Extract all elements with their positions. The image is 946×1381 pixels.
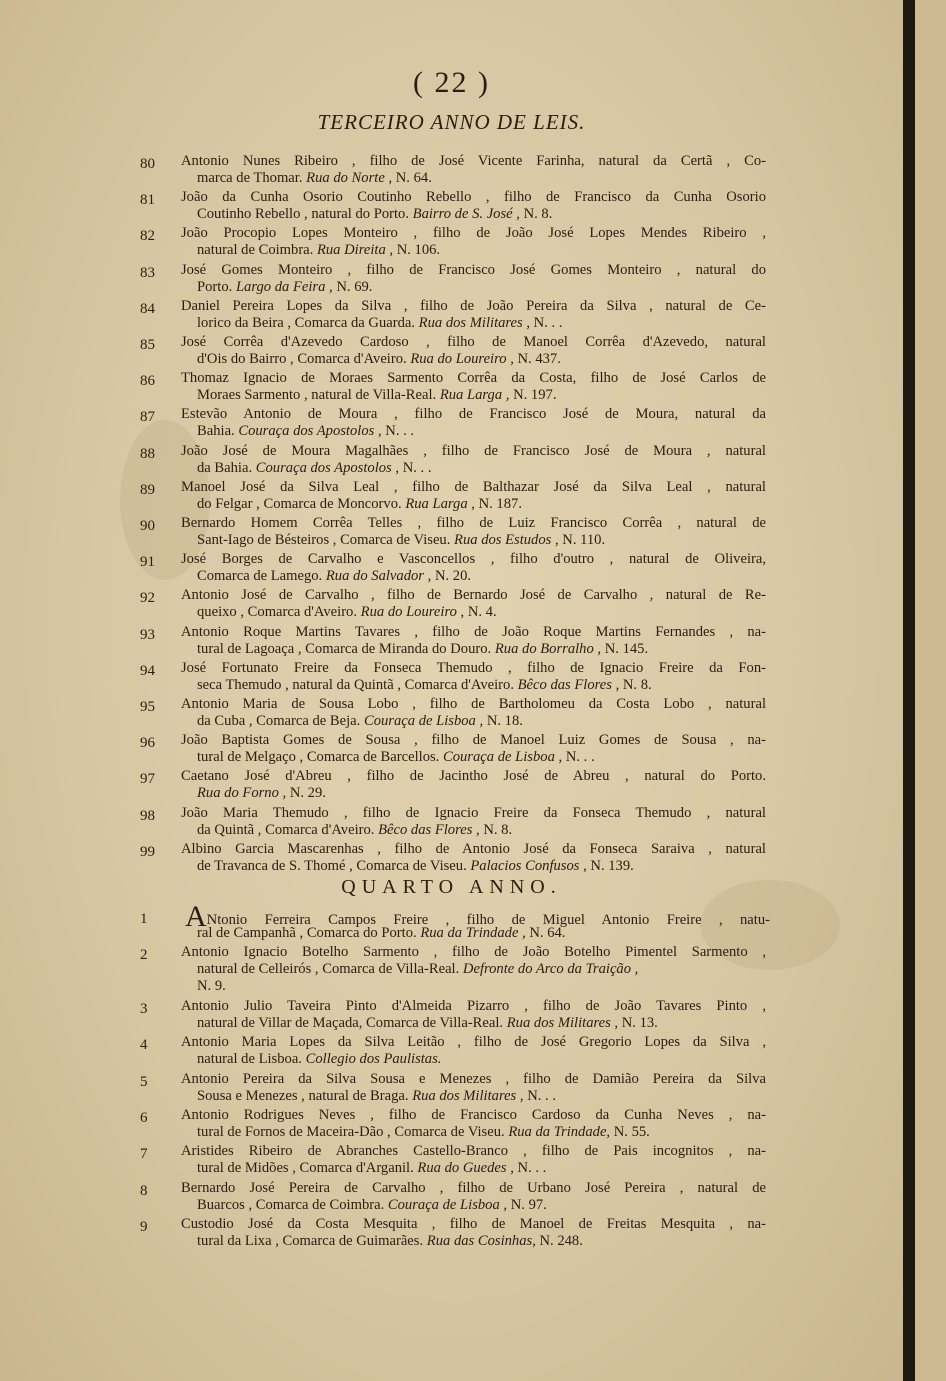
entry-item [0, 1143, 903, 1177]
entry-origin-text: d'Ois do Bairro , Comarca d'Aveiro. [197, 351, 407, 367]
entry-line-1 [181, 624, 766, 641]
entry-line-2 [197, 242, 767, 259]
entry-house-number: N. 139. [590, 857, 634, 874]
entry-address: Defronte do Arco da Traição , [462, 961, 639, 978]
entry-name-text: João da Cunha Osorio Coutinho Rebello , filho de Francisco da Cunha Osorio [181, 189, 766, 206]
entry-house-number: N. 8. [483, 821, 513, 838]
entry-origin-text: natural de Coimbra. [197, 242, 314, 259]
entry-line-1 [181, 298, 766, 315]
entry-name-text: José Corrêa d'Azevedo Cardoso , filho de Manoel Corrêa d'Azevedo, natural [181, 334, 766, 350]
entry-line-2 [197, 1197, 767, 1214]
entry-number: 84 [140, 300, 155, 317]
entry-address: Rua da Trindade , [420, 925, 526, 941]
entry-name-text: Antonio Maria de Sousa Lobo , filho de Bartholomeu da Costa Lobo , natural [181, 696, 766, 712]
entry-number: 88 [140, 445, 155, 462]
entry-address: Rua do Borralho , [494, 640, 602, 657]
entry-name-text: José Borges de Carvalho e Vasconcellos , filho d'outro , natural de Oliveira, [181, 551, 766, 568]
entry-line-2 [197, 713, 767, 730]
entry-number: 83 [140, 264, 155, 281]
entry-item [0, 189, 903, 223]
entry-line-1 [181, 660, 766, 677]
entry-line-2 [197, 315, 767, 332]
entry-line-1 [181, 551, 766, 568]
entry-origin-text: da Bahia. [197, 459, 253, 476]
entry-line-1 [181, 1180, 766, 1197]
entry-line-2 [197, 387, 767, 404]
entry-item [0, 515, 903, 549]
entry-house-number: N. . . [402, 459, 432, 476]
entry-origin-text: marca de Thomar. [197, 170, 303, 186]
entry-address: Couraça de Lisboa , [387, 1196, 508, 1213]
entry-origin-text: de Travanca de S. Thomé , Comarca de Viseu. [197, 857, 467, 874]
entry-number: 8 [140, 1182, 148, 1199]
entry-origin-text: lorico da Beira , Comarca da Guarda. [197, 314, 416, 331]
entry-house-number: N. . . [527, 1087, 556, 1104]
entry-origin-text: natural de Lisboa. [197, 1051, 302, 1068]
entry-line-1 [181, 998, 766, 1015]
entry-line-1 [181, 696, 766, 713]
entry-number: 81 [140, 192, 155, 209]
entry-number: 95 [140, 699, 155, 715]
entry-line-2 [197, 785, 767, 802]
entry-name-text: Bernardo José Pereira de Carvalho , filho de Urbano José Pereira , natural de [181, 1179, 766, 1196]
entry-name-text: José Gomes Monteiro , filho de Francisco José Gomes Monteiro , natural do [181, 261, 766, 278]
entry-item [0, 624, 903, 658]
entry-number: 97 [140, 771, 155, 788]
entry-address: Rua do Salvador , [325, 568, 432, 585]
entry-item [0, 944, 903, 995]
entry-line-1 [181, 1071, 766, 1088]
entry-name-text: Bernardo Homem Corrêa Telles , filho de Luiz Francisco Corrêa , natural de [181, 515, 766, 531]
entry-name-text: João José de Moura Magalhães , filho de Francisco José de Moura , natural [181, 442, 766, 459]
entry-item [0, 1107, 903, 1141]
entry-line-1 [181, 944, 766, 961]
entry-name-text: Ntonio Ferreira Campos Freire , filho de Miguel Antonio Freire , natu- [206, 912, 770, 928]
entry-line-2 [197, 460, 767, 477]
entry-name-text: Antonio Maria Lopes da Silva Leitão , filho de José Gregorio Lopes da Silva , [181, 1034, 766, 1051]
entry-name-text: Aristides Ribeiro de Abranches Castello-Branco , filho de Pais incognitos , na- [181, 1143, 766, 1160]
entry-house-number: N. 145. [604, 640, 649, 657]
entry-address: Rua das Cosinhas, [426, 1233, 536, 1250]
entry-item [0, 479, 903, 513]
entry-origin-text: Coutinho Rebello , natural do Porto. [197, 206, 409, 223]
entry-origin-text: tural de Midões , Comarca d'Arganil. [197, 1160, 414, 1177]
entry-number: 5 [140, 1073, 148, 1090]
entry-name-text: Albino Garcia Mascarenhas , filho de Antonio José da Fonseca Saraiva , natural [181, 840, 766, 857]
entry-number: 93 [140, 626, 155, 643]
entry-house-number: N. . . [533, 314, 563, 331]
entry-name-text: João Procopio Lopes Monteiro , filho de João José Lopes Mendes Ribeiro , [181, 225, 766, 242]
entry-house-number: N. . . [565, 749, 595, 766]
entry-item [0, 406, 903, 440]
entry-number: 7 [140, 1146, 148, 1163]
entry-name-text: Caetano José d'Abreu , filho de Jacintho José de Abreu , natural do Porto. [181, 768, 766, 785]
entry-house-number: N. 69. [336, 278, 373, 295]
entry-house-number: N. 20. [434, 568, 472, 585]
entry-line-1 [181, 732, 766, 749]
section-title-quarto-anno: QUARTO ANNO. [341, 876, 562, 898]
entry-number: 90 [140, 518, 155, 534]
entry-item [0, 732, 903, 766]
entry-item [0, 841, 903, 875]
entry-address: Couraça de Lisboa , [442, 749, 563, 766]
entry-line-2 [197, 822, 767, 839]
entry-address: Bairro de S. José , [412, 206, 520, 223]
entry-line-2 [197, 1233, 767, 1250]
entry-item [0, 370, 903, 404]
entry-line-1 [181, 1143, 766, 1160]
entry-origin-text: natural de Villar de Maçada, Comarca de Villa-Real. [197, 1014, 504, 1031]
entry-house-number: N. 437. [517, 351, 561, 367]
entry-number: 85 [140, 337, 155, 353]
entry-house-number: N. 197. [513, 387, 557, 404]
drop-initial: A [185, 900, 207, 933]
entry-address: Couraça dos Apostolos , [255, 459, 400, 476]
entry-name-text: Antonio Nunes Ribeiro , filho de José Vicente Farinha, natural da Certã , Co- [181, 153, 766, 169]
entry-line-1 [181, 1034, 766, 1051]
entry-number: 2 [140, 947, 148, 964]
entry-number: 82 [140, 228, 155, 245]
entry-line-2 [197, 351, 767, 368]
entry-house-number: N. 4. [467, 604, 497, 621]
entry-origin-text: tural de Lagoaça , Comarca de Miranda do Douro. [197, 640, 492, 657]
entry-origin-text: Moraes Sarmento , natural de Villa-Real. [197, 387, 437, 404]
entry-house-number: N. 55. [613, 1124, 650, 1140]
entry-name-text: Thomaz Ignacio de Moraes Sarmento Corrêa da Costa, filho de José Carlos de [181, 370, 766, 387]
entry-origin-text: Comarca de Lamego. [197, 568, 323, 585]
entry-house-number: N. 8. [622, 676, 652, 693]
entry-line-1 [181, 370, 766, 387]
entry-item [0, 262, 903, 296]
entry-origin-text: tural da Lixa , Comarca de Guimarães. [197, 1233, 424, 1250]
entry-address: Palacios Confusos , [470, 857, 587, 874]
entry-line-2 [197, 1124, 767, 1141]
entry-address: Collegio dos Paulistas. [305, 1051, 442, 1068]
entry-item [0, 334, 903, 368]
entry-line-2 [197, 961, 767, 978]
entry-house-number: N. 29. [289, 785, 326, 802]
entry-line-2 [197, 1015, 767, 1032]
entry-origin-text: Sant-Iago de Bésteiros , Comarca de Viseu. [197, 532, 451, 548]
entry-address: Rua do Forno , [197, 785, 287, 802]
entry-line-2 [197, 604, 767, 621]
entry-line-2 [197, 496, 767, 513]
entry-origin-text: natural de Celleirós , Comarca de Villa-Real. [197, 961, 460, 978]
entry-origin-text: da Cuba , Comarca de Beja. [197, 713, 361, 729]
entry-line-2 [197, 925, 767, 942]
entry-name-text: Antonio Pereira da Silva Sousa e Menezes , filho de Damião Pereira da Silva [181, 1070, 766, 1087]
entry-address: Rua do Guedes , [417, 1160, 514, 1177]
entry-item [0, 768, 903, 802]
entry-line-2 [197, 206, 767, 223]
entry-name-text: Antonio Roque Martins Tavares , filho de João Roque Martins Fernandes , na- [181, 623, 766, 640]
entry-origin-text: da Quintã , Comarca d'Aveiro. [197, 821, 375, 838]
entry-name-text: João Maria Themudo , filho de Ignacio Freire da Fonseca Themudo , natural [181, 804, 766, 821]
entry-line-1 [181, 515, 766, 532]
entry-item [0, 587, 903, 621]
entry-address: Rua dos Militares , [412, 1087, 524, 1104]
entry-origin-text: Buarcos , Comarca de Coimbra. [197, 1196, 385, 1213]
entry-number: 98 [140, 807, 155, 824]
entry-origin-text: Sousa e Menezes , natural de Braga. [197, 1087, 409, 1104]
entry-item [0, 1071, 903, 1105]
entry-origin-text: do Felgar , Comarca de Moncorvo. [197, 495, 402, 512]
entry-line-1 [181, 334, 766, 351]
entry-line-2 [197, 568, 767, 585]
entry-origin-text: tural de Melgaço , Comarca de Barcellos. [197, 749, 440, 766]
entry-line-1 [181, 153, 766, 170]
entry-item [0, 998, 903, 1032]
entry-line-1 [181, 406, 766, 423]
entry-line-1 [181, 768, 766, 785]
entry-name-text: José Fortunato Freire da Fonseca Themudo , filho de Ignacio Freire da Fon- [181, 659, 766, 676]
entry-item [0, 225, 903, 259]
entry-line-2 [197, 1051, 767, 1068]
entry-house-number: N. 110. [562, 532, 606, 548]
entry-address: Bêco das Flores , [517, 676, 620, 693]
entry-number: 86 [140, 373, 155, 390]
entry-name-text: Manoel José da Silva Leal , filho de Balthazar José da Silva Leal , natural [181, 478, 766, 495]
entry-line-1 [181, 189, 766, 206]
entry-line-2 [197, 677, 767, 694]
next-page-edge [903, 0, 946, 1381]
entry-house-number: N. 187. [478, 495, 522, 512]
entry-number: 89 [140, 481, 155, 498]
entry-line-3: N. 9. [197, 978, 226, 995]
entry-line-1 [181, 1216, 766, 1233]
entry-name-text: Antonio Ignacio Botelho Sarmento , filho de João Botelho Pimentel Sarmento , [181, 944, 766, 961]
entry-item [0, 153, 903, 187]
entry-house-number: N. . . [385, 423, 415, 440]
entry-name-text: Antonio Julio Taveira Pinto d'Almeida Pizarro , filho de João Tavares Pinto , [181, 997, 766, 1014]
entry-name-text: Antonio José de Carvalho , filho de Bernardo José de Carvalho , natural de Re- [181, 587, 766, 604]
entry-number: 94 [140, 662, 155, 679]
entry-address: Bêco das Flores , [378, 821, 480, 838]
entry-number: 92 [140, 590, 155, 607]
entry-line-2 [197, 170, 767, 187]
entry-number: 91 [140, 554, 155, 571]
entry-item [0, 696, 903, 730]
entry-line-1 [181, 841, 766, 858]
entry-line-2 [197, 1088, 767, 1105]
entry-number: 80 [140, 156, 155, 172]
entry-origin-text: Porto. [197, 278, 233, 295]
entry-name-text: Daniel Pereira Lopes da Silva , filho de João Pereira da Silva , natural de Ce- [181, 297, 766, 314]
entry-line-1 [181, 262, 766, 279]
entry-house-number: N. 97. [510, 1196, 547, 1213]
entry-item [0, 1034, 903, 1068]
entry-item [0, 298, 903, 332]
entry-address: Rua dos Militares , [418, 314, 531, 331]
entry-line-2 [197, 532, 767, 549]
entry-line-2 [197, 858, 767, 875]
entry-number: 9 [140, 1219, 148, 1236]
entry-house-number: N. 18. [486, 713, 523, 729]
entry-house-number: N. 13. [621, 1014, 658, 1031]
entry-item [0, 443, 903, 477]
entry-origin-text: tural de Fornos de Maceira-Dão , Comarca de Viseu. [197, 1124, 505, 1140]
entry-origin-text: seca Themudo , natural da Quintã , Comarca d'Aveiro. [197, 676, 514, 693]
entry-number: 4 [140, 1037, 148, 1054]
entry-line-2 [197, 279, 767, 296]
entry-name-text: Antonio Rodrigues Neves , filho de Francisco Cardoso da Cunha Neves , na- [181, 1107, 766, 1123]
entry-line-1 [181, 443, 766, 460]
entry-house-number: N. 106. [396, 242, 441, 259]
page-number: ( 22 ) [413, 66, 490, 99]
entry-address: Rua do Loureiro , [410, 351, 514, 367]
entry-address: Rua Direita , [316, 242, 394, 259]
entry-line-2 [197, 423, 767, 440]
entry-name-text: João Baptista Gomes de Sousa , filho de Manoel Luiz Gomes de Sousa , na- [181, 732, 766, 749]
entry-item [0, 900, 903, 942]
entry-name-text: Custodio José da Costa Mesquita , filho de Manoel de Freitas Mesquita , na- [181, 1216, 766, 1233]
entry-origin-text: Bahia. [197, 423, 235, 440]
entry-origin-text: ral de Campanhã , Comarca do Porto. [197, 925, 417, 941]
entry-number: 99 [140, 843, 155, 860]
entry-item [0, 1216, 903, 1250]
entry-line-1 [181, 225, 766, 242]
entry-origin-text: queixo , Comarca d'Aveiro. [197, 604, 358, 621]
entry-house-number: N. 64. [529, 925, 566, 941]
entry-address: Rua da Trindade, [508, 1124, 611, 1140]
entry-address: Rua do Loureiro , [360, 604, 465, 621]
entry-line-2 [197, 749, 767, 766]
entry-line-2 [197, 1160, 767, 1177]
entry-address: Largo da Feira , [235, 278, 333, 295]
entry-number: 3 [140, 1000, 148, 1017]
entry-address: Rua Larga , [405, 495, 475, 512]
entry-house-number: N. 248. [539, 1233, 583, 1250]
entry-address: Couraça dos Apostolos , [238, 423, 382, 440]
entry-house-number: N. 64. [395, 170, 432, 186]
entry-item [0, 1180, 903, 1214]
entry-number: 6 [140, 1110, 148, 1126]
entry-name-text: Estevão Antonio de Moura , filho de Francisco José de Moura, natural da [181, 406, 766, 423]
entry-address: Rua dos Estudos , [454, 532, 559, 548]
entry-address: Rua do Norte , [306, 170, 393, 186]
entry-item [0, 551, 903, 585]
entry-number: 1 [140, 911, 148, 927]
running-head: TERCEIRO ANNO DE LEIS. [317, 110, 586, 134]
entry-address: Couraça de Lisboa , [363, 713, 484, 729]
entry-item [0, 660, 903, 694]
entry-number: 96 [140, 735, 155, 752]
entry-line-1 [181, 479, 766, 496]
entry-number: 87 [140, 409, 155, 426]
entry-line-2 [197, 641, 767, 658]
entry-house-number: N. 8. [523, 206, 553, 223]
entry-item [0, 805, 903, 839]
entry-house-number: N. . . [517, 1160, 547, 1177]
entry-line-1 [181, 587, 766, 604]
entry-address: Rua dos Militares , [506, 1014, 619, 1031]
entry-line-1 [181, 805, 766, 822]
entry-address: Rua Larga , [439, 387, 510, 404]
entry-line-1 [181, 1107, 766, 1124]
